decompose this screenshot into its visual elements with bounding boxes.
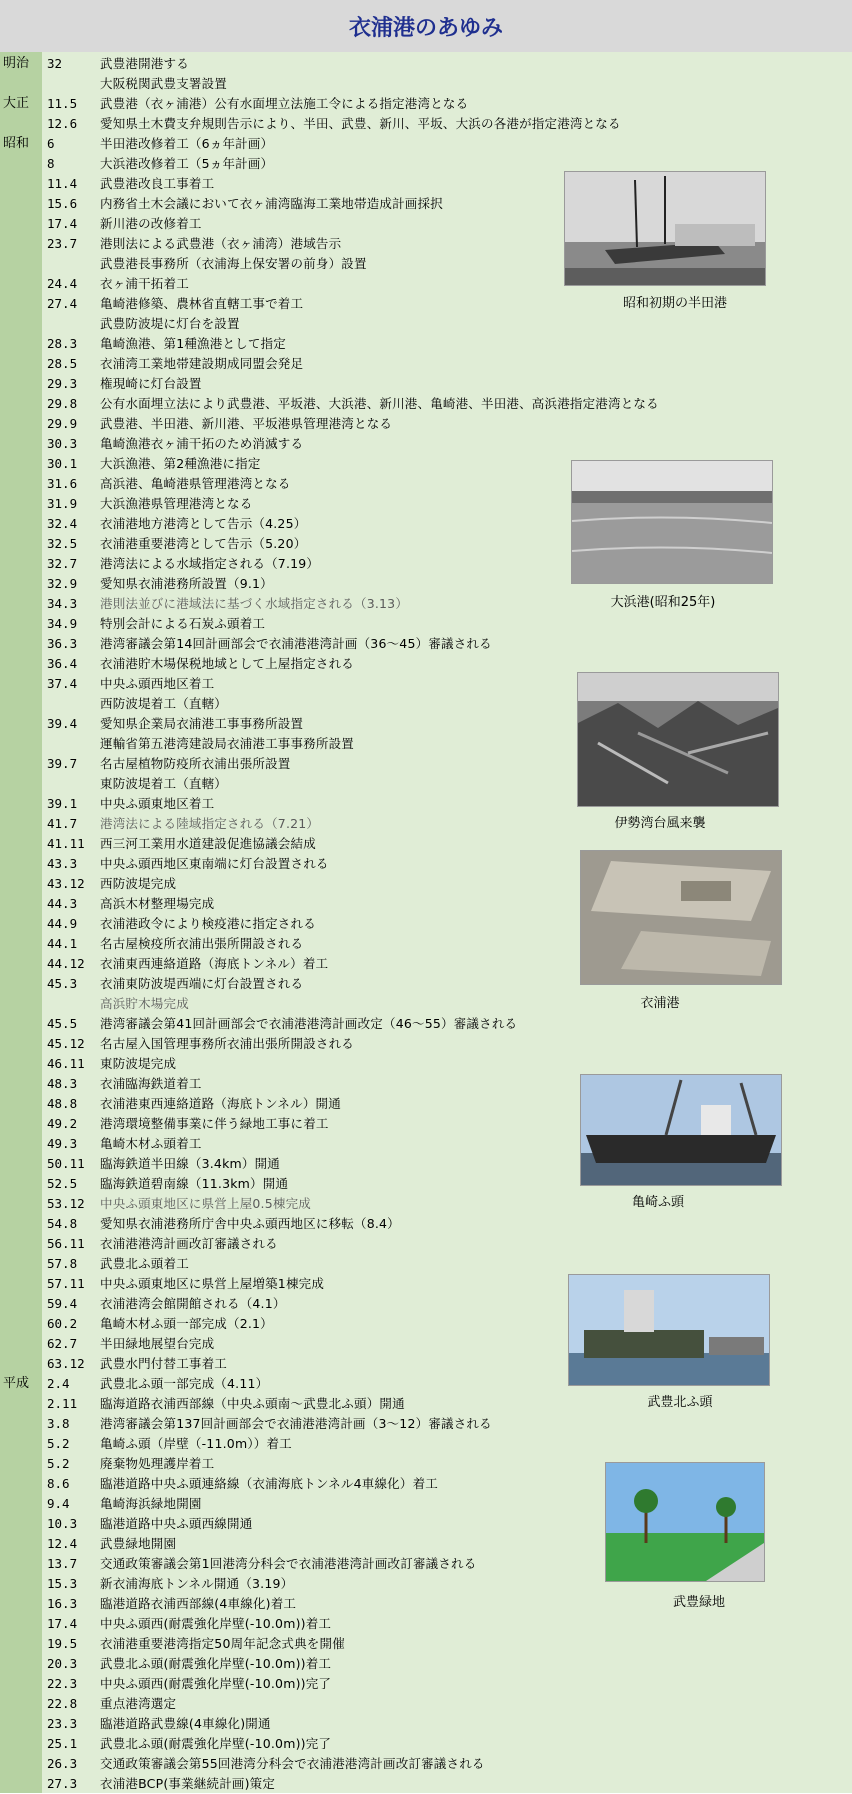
event-date: 45.3 [47,976,78,991]
event-description: 臨港道路中央ふ頭連絡線（衣浦海底トンネル4車線化）着工 [100,1476,438,1491]
event-description: 亀崎漁港、第1種漁港として指定 [100,336,286,351]
event-date: 52.5 [47,1176,78,1191]
event-date: 46.11 [47,1056,85,1071]
event-date: 23.3 [47,1716,78,1731]
timeline-row [0,1014,852,1034]
event-description: 亀崎海浜緑地開園 [100,1496,202,1511]
era-label: 平成 [3,1376,30,1391]
event-description: 愛知県衣浦港務所庁舎中央ふ頭西地区に移転（8.4） [100,1216,400,1231]
event-description: 名古屋検疫所衣浦出張所開設される [100,936,304,951]
event-description: 高浜木材整理場完成 [100,896,215,911]
timeline-row [0,1054,852,1074]
event-description: 権現崎に灯台設置 [100,376,202,391]
timeline-row [0,1614,852,1634]
photo-taketoyo-green-park [605,1462,765,1582]
timeline-row [0,414,852,434]
event-date: 63.12 [47,1356,85,1371]
event-description: 亀崎木材ふ頭一部完成（2.1） [100,1316,273,1331]
event-date: 29.8 [47,396,78,411]
timeline-row [0,614,852,634]
event-date: 31.6 [47,476,78,491]
event-description: 亀崎ふ頭（岸壁（-11.0m））着工 [100,1436,292,1451]
photo-caption: 伊勢湾台風来襲 [614,816,706,831]
timeline-row [0,1214,852,1234]
photo-taketoyo-north-wharf [568,1274,770,1386]
event-description: 港則法による武豊港（衣ヶ浦湾）港域告示 [100,236,342,251]
event-description: 高浜貯木場完成 [100,996,189,1011]
event-description: 衣浦湾工業地帯建設期成同盟会発足 [100,356,304,371]
event-description: 愛知県土木費支弁規則告示により、半田、武豊、新川、平坂、大浜の各港が指定港湾となる [100,116,621,131]
event-date: 31.9 [47,496,78,511]
event-description: 武豊北ふ頭(耐震強化岸壁(-10.0m))着工 [100,1656,332,1671]
event-date: 15.3 [47,1576,78,1591]
event-date: 22.3 [47,1676,78,1691]
event-date: 11.4 [47,176,78,191]
event-date: 28.5 [47,356,78,371]
event-description: 西防波堤完成 [100,876,177,891]
timeline-row [0,654,852,674]
event-description: 武豊港開港する [100,56,189,71]
timeline-row [0,1654,852,1674]
event-date: 36.4 [47,656,78,671]
photo-caption: 大浜港(昭和25年) [610,595,716,610]
era-label: 明治 [3,56,30,71]
timeline-row [0,1774,852,1794]
event-description: 港湾法による陸域指定される（7.21） [100,816,320,831]
event-description: 中央ふ頭西地区着工 [100,676,215,691]
event-date: 24.4 [47,276,78,291]
event-description: 高浜港、亀崎港県管理港湾となる [100,476,291,491]
photo-caption: 昭和初期の半田港 [622,296,727,311]
event-description: 廃棄物処理護岸着工 [100,1456,215,1471]
event-date: 12.6 [47,116,78,131]
event-description: 中央ふ頭東地区に県営上屋増築1棟完成 [100,1276,325,1291]
event-date: 27.3 [47,1776,78,1791]
timeline-row [0,1714,852,1734]
event-description: 特別会計による石炭ふ頭着工 [100,616,266,631]
timeline-row [0,54,852,74]
timeline-row [0,1434,852,1454]
timeline-row [0,134,852,154]
event-description: 亀崎港修築、農林省直轄工事で着工 [100,296,304,311]
event-date: 36.3 [47,636,78,651]
event-description: 東防波堤着工（直轄） [100,776,228,791]
event-date: 3.8 [47,1416,70,1431]
event-date: 8 [47,156,55,171]
event-date: 11.5 [47,96,78,111]
event-description: 武豊港（衣ヶ浦港）公有水面埋立法施工令による指定港湾となる [100,96,469,111]
event-description: 大浜漁港、第2種漁港に指定 [100,456,261,471]
event-description: 臨海鉄道碧南線（11.3km）開通 [100,1176,289,1191]
photo-ohama-port [571,460,773,584]
photo-caption: 衣浦港 [640,996,680,1011]
timeline-row [0,394,852,414]
event-description: 半田緑地展望台完成 [100,1336,215,1351]
event-date: 53.12 [47,1196,85,1211]
event-description: 大浜漁港県管理港湾となる [100,496,253,511]
event-date: 41.11 [47,836,85,851]
event-date: 22.8 [47,1696,78,1711]
event-description: 愛知県衣浦港務所設置（9.1） [100,576,273,591]
event-description: 中央ふ頭西地区東南端に灯台設置される [100,856,329,871]
event-description: 運輸省第五港湾建設局衣浦港工事事務所設置 [100,736,355,751]
event-description: 衣浦東防波堤西端に灯台設置される [100,976,304,991]
event-date: 43.12 [47,876,85,891]
event-date: 29.9 [47,416,78,431]
event-date: 57.8 [47,1256,78,1271]
event-description: 武豊港、半田港、新川港、平坂港県管理港湾となる [100,416,393,431]
event-description: 港湾環境整備事業に伴う緑地工事に着工 [100,1116,329,1131]
event-date: 25.1 [47,1736,78,1751]
event-date: 32.7 [47,556,78,571]
event-date: 5.2 [47,1436,70,1451]
event-description: 衣ヶ浦干拓着工 [100,276,189,291]
event-description: 衣浦港港湾計画改訂審議される [100,1236,278,1251]
timeline-row [0,334,852,354]
event-description: 衣浦臨海鉄道着工 [100,1076,202,1091]
event-date: 57.11 [47,1276,85,1291]
event-description: 亀崎漁港衣ヶ浦干拓のため消滅する [100,436,304,451]
event-description: 中央ふ頭西(耐震強化岸壁(-10.0m))完了 [100,1676,332,1691]
history-timeline [0,52,852,1793]
event-description: 大浜港改修着工（5ヵ年計画） [100,156,274,171]
timeline-row [0,1254,852,1274]
event-description: 中央ふ頭西(耐震強化岸壁(-10.0m))着工 [100,1616,332,1631]
event-date: 9.4 [47,1496,70,1511]
event-description: 亀崎木材ふ頭着工 [100,1136,202,1151]
timeline-row [0,114,852,134]
event-description: 港湾法による水域指定される（7.19） [100,556,320,571]
event-date: 54.8 [47,1216,78,1231]
event-description: 東防波堤完成 [100,1056,177,1071]
event-description: 臨海道路衣浦西部線（中央ふ頭南～武豊北ふ頭）開通 [100,1396,405,1411]
event-date: 44.3 [47,896,78,911]
event-date: 23.7 [47,236,78,251]
event-description: 衣浦港湾会館開館される（4.1） [100,1296,286,1311]
timeline-row [0,94,852,114]
event-date: 19.5 [47,1636,78,1651]
event-description: 中央ふ頭東地区に県営上屋0.5棟完成 [100,1196,311,1211]
timeline-row [0,1734,852,1754]
event-date: 48.8 [47,1096,78,1111]
event-date: 30.3 [47,436,78,451]
event-description: 衣浦港重要港湾指定50周年記念式典を開催 [100,1636,345,1651]
event-description: 西三河工業用水道建設促進協議会結成 [100,836,316,851]
event-date: 5.2 [47,1456,70,1471]
timeline-row [0,434,852,454]
event-description: 武豊緑地開園 [100,1536,177,1551]
event-date: 32.9 [47,576,78,591]
event-date: 8.6 [47,1476,70,1491]
event-date: 29.3 [47,376,78,391]
event-description: 新川港の改修着工 [100,216,202,231]
event-date: 59.4 [47,1296,78,1311]
event-date: 39.1 [47,796,78,811]
event-date: 49.3 [47,1136,78,1151]
event-description: 大阪税関武豊支署設置 [100,76,228,91]
event-date: 44.9 [47,916,78,931]
event-date: 28.3 [47,336,78,351]
event-description: 愛知県企業局衣浦港工事事務所設置 [100,716,304,731]
timeline-row [0,634,852,654]
event-date: 32.4 [47,516,78,531]
event-date: 43.3 [47,856,78,871]
timeline-row [0,354,852,374]
event-date: 13.7 [47,1556,78,1571]
timeline-row [0,1034,852,1054]
event-description: 名古屋植物防疫所衣浦出張所設置 [100,756,291,771]
event-date: 34.9 [47,616,78,631]
event-description: 武豊北ふ頭着工 [100,1256,189,1271]
event-description: 港湾審議会第41回計画部会で衣浦港港湾計画改定（46～55）審議される [100,1016,518,1031]
timeline-row [0,1674,852,1694]
event-description: 港湾審議会第137回計画部会で衣浦港港湾計画（3～12）審議される [100,1416,492,1431]
event-date: 41.7 [47,816,78,831]
event-description: 内務省土木会議において衣ヶ浦湾臨海工業地帯造成計画採択 [100,196,443,211]
event-description: 新衣浦海底トンネル開通（3.19） [100,1576,294,1591]
event-date: 30.1 [47,456,78,471]
event-description: 臨港道路衣浦西部線(4車線化)着工 [100,1596,297,1611]
event-date: 56.11 [47,1236,85,1251]
event-description: 港則法並びに港域法に基づく水域指定される（3.13） [100,596,409,611]
era-label: 昭和 [3,136,30,151]
event-date: 17.4 [47,216,78,231]
event-date: 10.3 [47,1516,78,1531]
timeline-row [0,1234,852,1254]
event-date: 48.3 [47,1076,78,1091]
event-description: 武豊港改良工事着工 [100,176,215,191]
event-date: 50.11 [47,1156,85,1171]
event-description: 衣浦港地方港湾として告示（4.25） [100,516,307,531]
event-date: 39.7 [47,756,78,771]
timeline-row [0,314,852,334]
event-date: 12.4 [47,1536,78,1551]
event-date: 39.4 [47,716,78,731]
photo-caption: 武豊北ふ頭 [647,1395,713,1410]
era-label: 大正 [3,96,30,111]
event-description: 武豊北ふ頭一部完成（4.11） [100,1376,269,1391]
event-date: 16.3 [47,1596,78,1611]
event-date: 6 [47,136,55,151]
event-date: 60.2 [47,1316,78,1331]
photo-kamezaki-wharf [580,1074,782,1186]
event-date: 15.6 [47,196,78,211]
event-date: 32 [47,56,63,71]
timeline-row [0,1694,852,1714]
event-date: 2.11 [47,1396,78,1411]
photo-handa-port-early-showa [564,171,766,286]
event-date: 20.3 [47,1656,78,1671]
timeline-row [0,1414,852,1434]
event-date: 34.3 [47,596,78,611]
event-description: 公有水面埋立法により武豊港、平坂港、大浜港、新川港、亀崎港、半田港、高浜港指定港湾となる [100,396,659,411]
timeline-row [0,1634,852,1654]
event-description: 臨海鉄道半田線（3.4km）開通 [100,1156,280,1171]
event-description: 武豊防波堤に灯台を設置 [100,316,240,331]
event-date: 26.3 [47,1756,78,1771]
event-description: 半田港改修着工（6ヵ年計画） [100,136,274,151]
timeline-row [0,1754,852,1774]
event-description: 衣浦港重要港湾として告示（5.20） [100,536,307,551]
event-description: 衣浦港政令により検疫港に指定される [100,916,316,931]
event-date: 62.7 [47,1336,78,1351]
event-date: 37.4 [47,676,78,691]
event-date: 17.4 [47,1616,78,1631]
timeline-row [0,374,852,394]
event-description: 衣浦港貯木場保税地域として上屋指定される [100,656,355,671]
event-description: 西防波堤着工（直轄） [100,696,228,711]
timeline-row [0,74,852,94]
event-description: 武豊港長事務所（衣浦海上保安署の前身）設置 [100,256,367,271]
event-description: 衣浦港BCP(事業継続計画)策定 [100,1776,276,1791]
event-date: 44.12 [47,956,85,971]
event-description: 交通政策審議会第1回港湾分科会で衣浦港港湾計画改訂審議される [100,1556,477,1571]
photo-caption: 亀崎ふ頭 [631,1195,684,1210]
photo-caption: 武豊緑地 [672,1595,725,1610]
page-header [0,0,852,52]
event-date: 45.5 [47,1016,78,1031]
event-description: 重点港湾選定 [100,1696,177,1711]
event-date: 44.1 [47,936,78,951]
event-description: 武豊北ふ頭(耐震強化岸壁(-10.0m))完了 [100,1736,332,1751]
event-description: 武豊水門付替工事着工 [100,1356,228,1371]
event-date: 27.4 [47,296,78,311]
event-description: 衣浦港東西連絡道路（海底トンネル）開通 [100,1096,341,1111]
photo-isewan-typhoon [577,672,779,807]
event-date: 49.2 [47,1116,78,1131]
photo-kinuura-port-aerial [580,850,782,985]
event-description: 臨港道路中央ふ頭西線開通 [100,1516,253,1531]
event-description: 交通政策審議会第55回港湾分科会で衣浦港港湾計画改訂審議される [100,1756,485,1771]
event-date: 2.4 [47,1376,70,1391]
event-description: 衣浦東西連絡道路（海底トンネル）着工 [100,956,329,971]
event-description: 港湾審議会第14回計画部会で衣浦港港湾計画（36～45）審議される [100,636,492,651]
event-date: 45.12 [47,1036,85,1051]
event-description: 中央ふ頭東地区着工 [100,796,215,811]
event-description: 臨港道路武豊線(4車線化)開通 [100,1716,271,1731]
event-description: 名古屋入国管理事務所衣浦出張所開設される [100,1036,355,1051]
event-date: 32.5 [47,536,78,551]
page-title: 衣浦港のあゆみ [348,15,503,41]
